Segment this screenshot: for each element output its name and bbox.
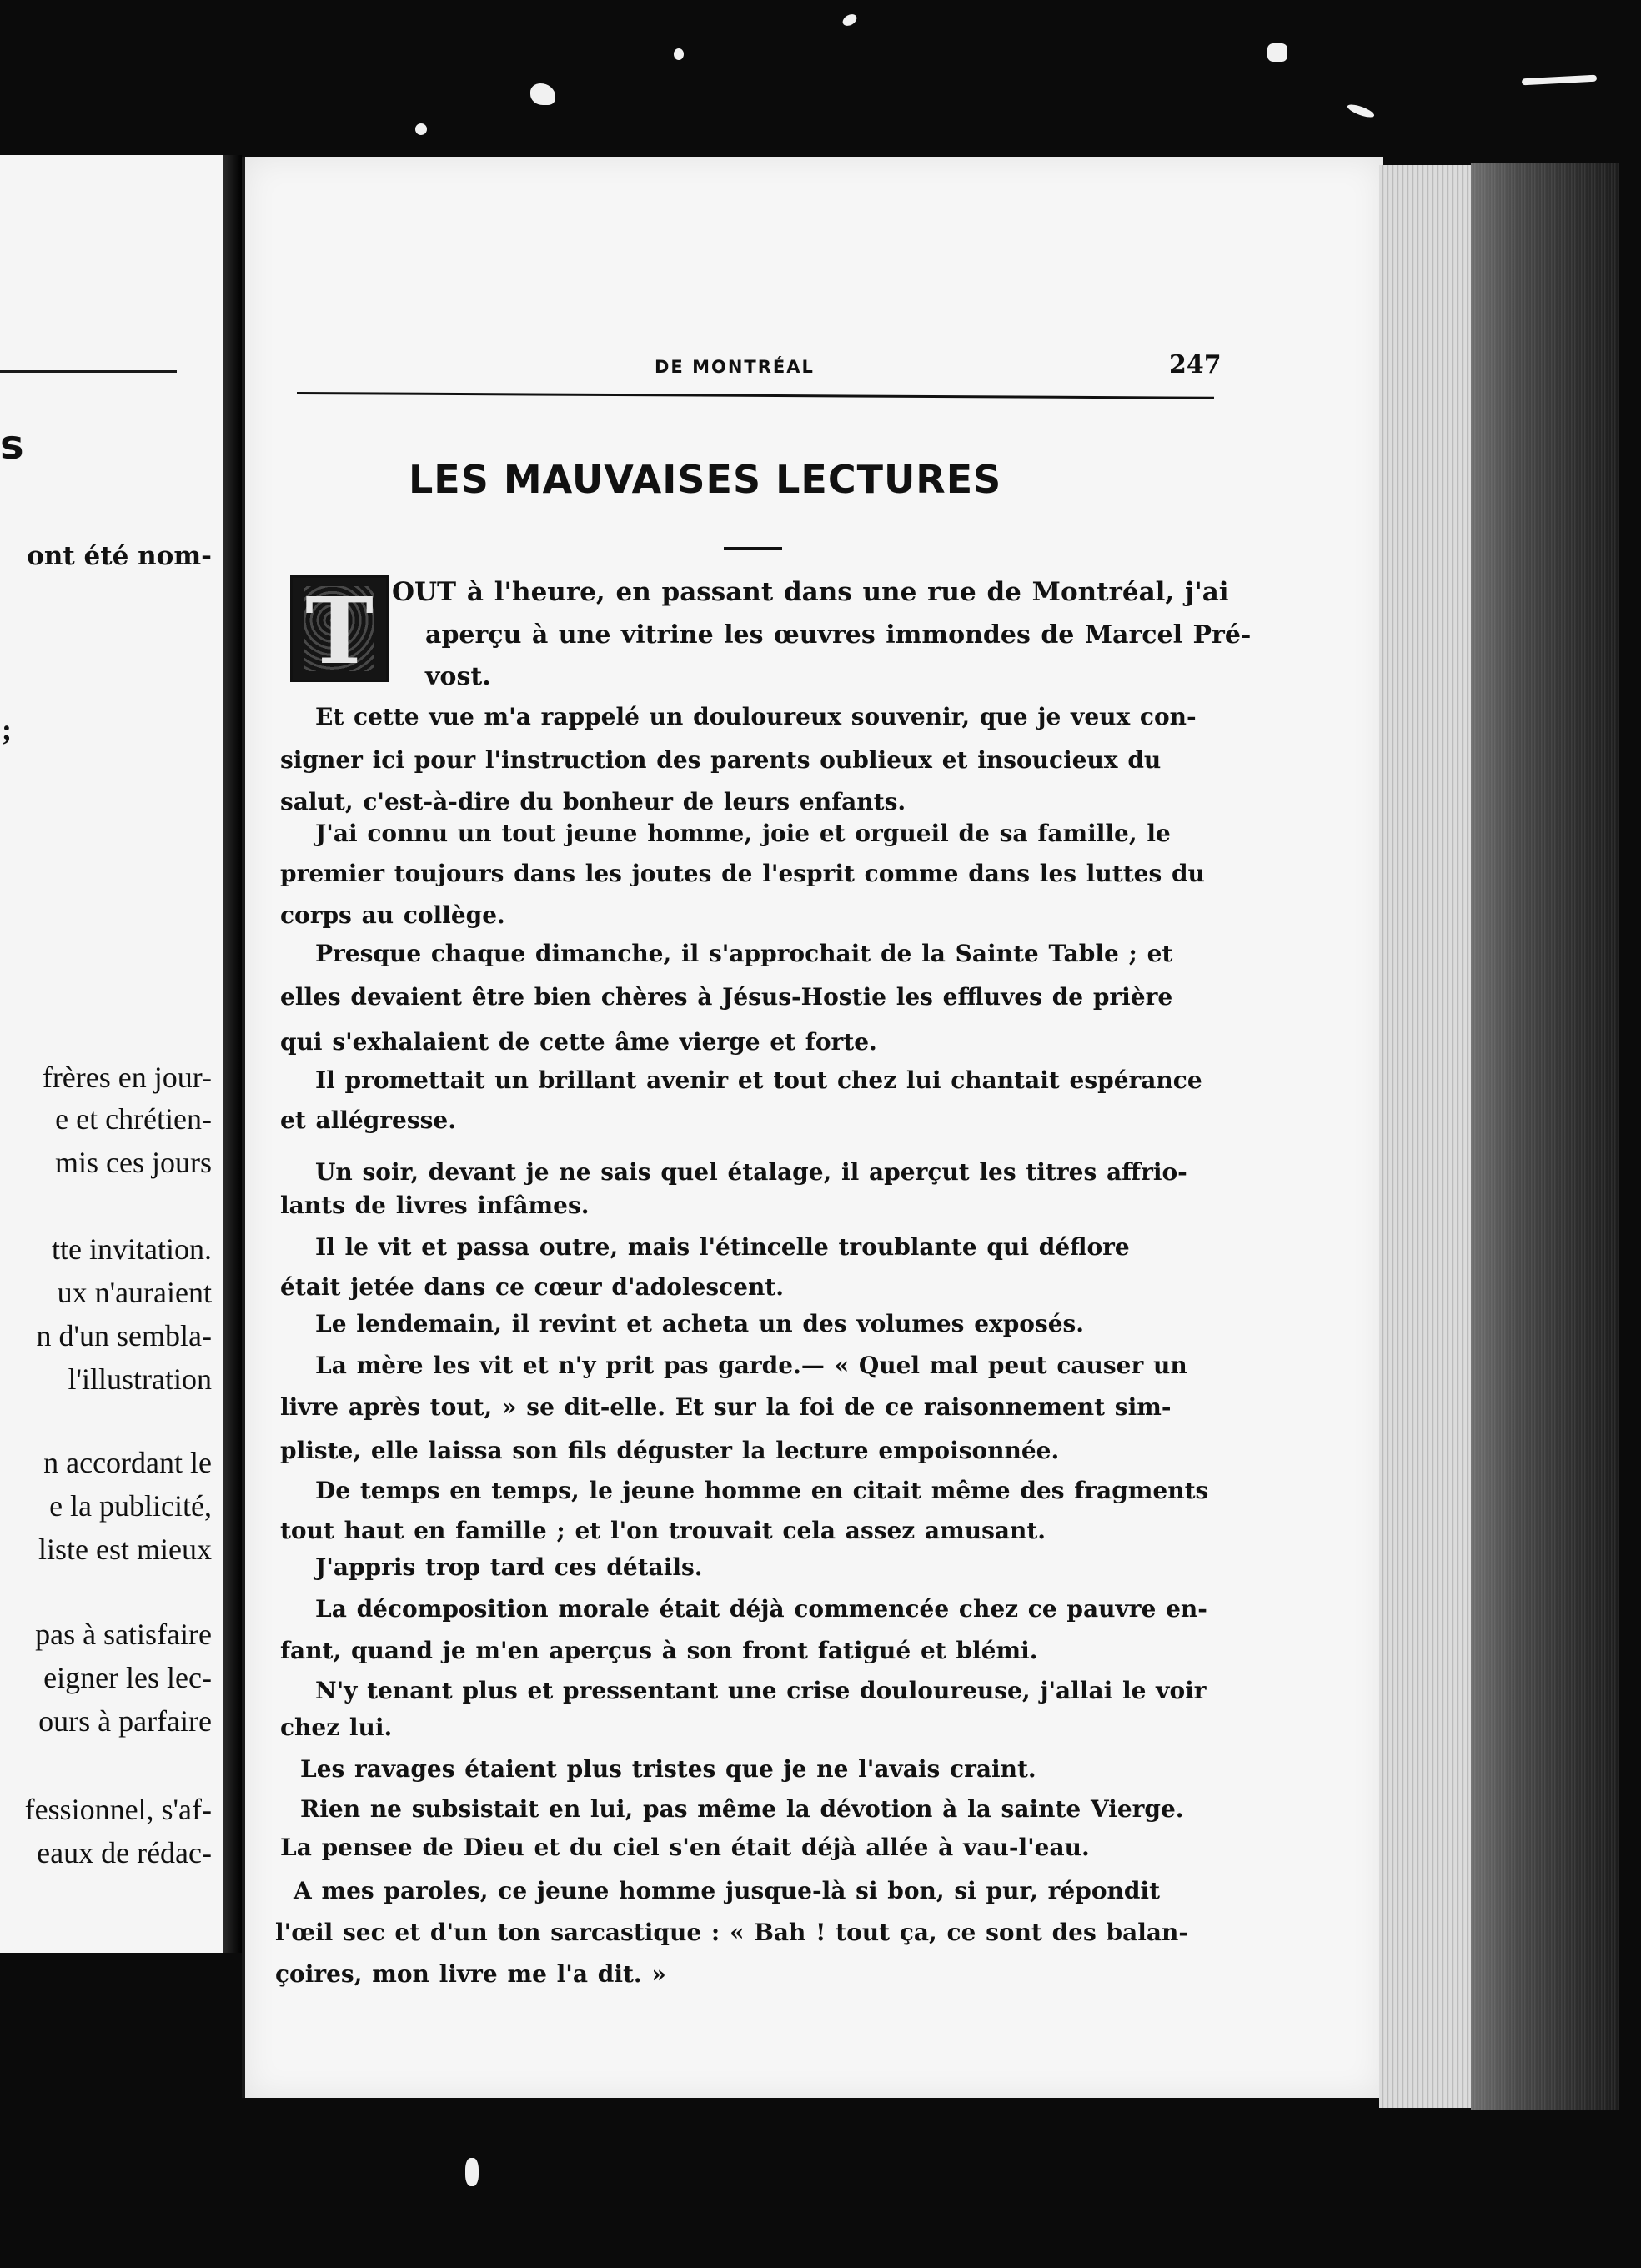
text-line: vost. — [425, 662, 491, 691]
film-speck — [841, 12, 859, 28]
text-line: et allégresse. — [280, 1106, 456, 1134]
page-edges — [1379, 165, 1471, 2108]
text-line: La mère les vit et n'y prit pas garde.— « Quel mal peut causer un — [315, 1352, 1187, 1379]
text-line: J'ai connu un tout jeune homme, joie et orgueil de sa famille, le — [315, 820, 1171, 847]
left-page-line: liste est mieux — [38, 1533, 212, 1566]
text-line: OUT à l'heure, en passant dans une rue de Montréal, j'ai — [392, 577, 1229, 607]
film-speck — [465, 2158, 479, 2186]
text-line: Il promettait un brillant avenir et tout chez lui chantait espérance — [315, 1066, 1202, 1094]
text-line: aperçu à une vitrine les œuvres immondes de Marcel Pré- — [425, 620, 1252, 650]
left-page-line: e la publicité, — [49, 1489, 212, 1523]
text-line: pliste, elle laissa son fils déguster la lecture empoisonnée. — [280, 1437, 1060, 1464]
film-speck — [674, 48, 684, 60]
title-rule — [724, 547, 782, 550]
chapter-title: LES MAUVAISES LECTURES — [409, 457, 1002, 502]
film-speck — [1346, 102, 1375, 119]
text-line: Un soir, devant je ne sais quel étalage, il aperçut les titres affrio- — [315, 1158, 1187, 1186]
left-page-line: ; — [2, 713, 12, 746]
left-facing-page — [0, 155, 223, 1953]
left-page-line: pas à satisfaire — [35, 1618, 212, 1651]
left-page-line: tte invitation. — [52, 1232, 212, 1266]
left-page-line: ont été nom- — [27, 541, 212, 571]
text-line: livre après tout, » se dit-elle. Et sur la foi de ce raisonnement sim- — [280, 1393, 1172, 1421]
text-line: lants de livres infâmes. — [280, 1192, 590, 1219]
text-line: salut, c'est-à-dire du bonheur de leurs enfants. — [280, 788, 906, 815]
left-page-line: ux n'auraient — [57, 1276, 212, 1309]
text-line: fant, quand je m'en aperçus à son front fatigué et blémi. — [280, 1637, 1038, 1664]
left-page-rule — [0, 370, 177, 373]
left-page-line: eigner les lec- — [43, 1661, 212, 1694]
drop-cap-letter: T — [305, 577, 374, 685]
film-speck — [1522, 75, 1597, 86]
left-page-line: e et chrétien- — [55, 1102, 212, 1136]
left-page-line: l'illustration — [68, 1362, 212, 1396]
text-line: N'y tenant plus et pressentant une crise douloureuse, j'allai le voir — [315, 1677, 1207, 1704]
film-speck — [1267, 43, 1287, 62]
film-speck — [415, 123, 427, 135]
text-line: elles devaient être bien chères à Jésus-Hostie les effluves de prière — [280, 983, 1173, 1011]
text-line: Il le vit et passa outre, mais l'étincelle troublante qui déflore — [315, 1233, 1130, 1261]
text-line: qui s'exhalaient de cette âme vierge et forte. — [280, 1028, 877, 1056]
left-page-line: mis ces jours — [55, 1146, 212, 1179]
drop-cap — [290, 575, 389, 685]
text-line: premier toujours dans les joutes de l'esprit comme dans les luttes du — [280, 860, 1205, 887]
text-line: Et cette vue m'a rappelé un douloureux souvenir, que je veux con- — [315, 703, 1197, 730]
text-line: La pensee de Dieu et du ciel s'en était déjà allée à vau-l'eau. — [280, 1834, 1090, 1861]
text-line: tout haut en famille ; et l'on trouvait cela assez amusant. — [280, 1517, 1046, 1544]
left-page-heading-fragment: s — [0, 422, 24, 469]
text-line: Le lendemain, il revint et acheta un des volumes exposés. — [315, 1310, 1085, 1337]
left-page-line: ours à parfaire — [38, 1704, 212, 1738]
text-line: signer ici pour l'instruction des parents oublieux et insoucieux du — [280, 746, 1162, 774]
text-line: A mes paroles, ce jeune homme jusque-là si bon, si pur, répondit — [294, 1877, 1160, 1904]
text-line: l'œil sec et d'un ton sarcastique : « Bah ! tout ça, ce sont des balan- — [275, 1919, 1188, 1946]
text-line: chez lui. — [280, 1714, 393, 1741]
left-page-line: fessionnel, s'af- — [24, 1793, 212, 1826]
left-page-line: frères en jour- — [42, 1061, 212, 1094]
text-line: J'appris trop tard ces détails. — [315, 1553, 703, 1581]
text-line: corps au collège. — [280, 901, 505, 929]
left-page-line: n d'un sembla- — [36, 1319, 212, 1352]
left-page-line: n accordant le — [43, 1446, 212, 1479]
running-head: DE MONTRÉAL — [655, 357, 815, 377]
text-line: était jetée dans ce cœur d'adolescent. — [280, 1273, 785, 1301]
text-line: Presque chaque dimanche, il s'approchait de la Sainte Table ; et — [315, 940, 1173, 967]
text-line: De temps en temps, le jeune homme en citait même des fragments — [315, 1477, 1209, 1504]
text-line: La décomposition morale était déjà commencée chez ce pauvre en- — [315, 1595, 1207, 1623]
text-line: çoires, mon livre me l'a dit. » — [275, 1960, 666, 1988]
book-block-edge — [1471, 163, 1619, 2110]
left-page-line: eaux de rédac- — [37, 1836, 212, 1869]
film-speck — [530, 83, 555, 105]
text-line: Les ravages étaient plus tristes que je ne l'avais craint. — [300, 1755, 1036, 1783]
text-line: Rien ne subsistait en lui, pas même la dévotion à la sainte Vierge. — [300, 1795, 1184, 1823]
book-gutter — [223, 155, 242, 1953]
page-number: 247 — [1169, 350, 1222, 379]
